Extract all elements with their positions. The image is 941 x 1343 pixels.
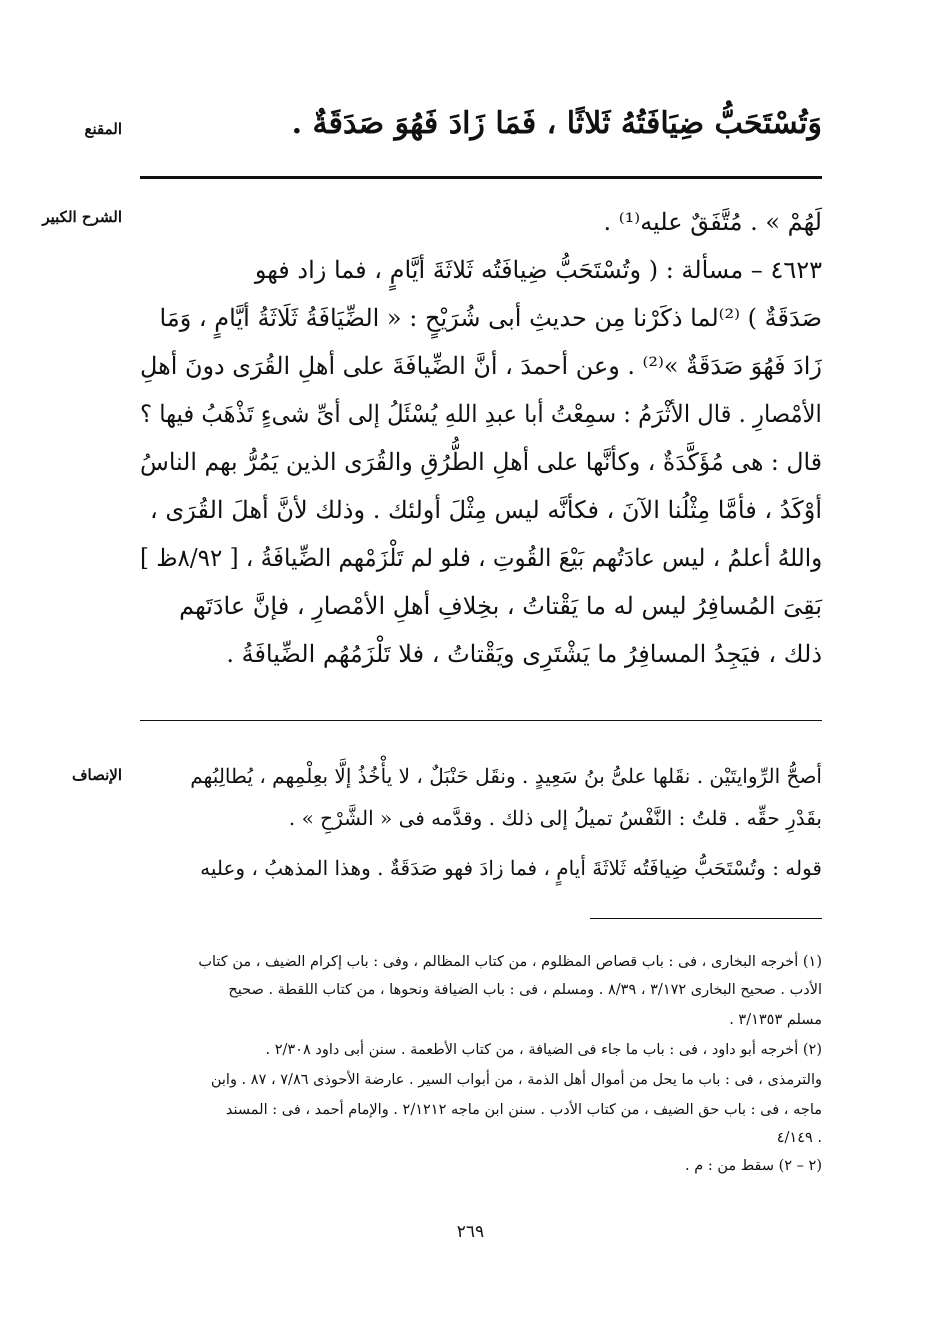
insaf-line: بقَدْرِ حقِّه . قلتُ : النَّفْسُ تميلُ إلى ذلك . وقدَّمه فى « الشَّرْحِ » . [288, 806, 822, 830]
page-number: ٢٦٩ [456, 1222, 485, 1242]
matn-block [140, 98, 822, 154]
insaf-line: أصحُّ الرِّوايتَيْن . نقَلها علىُّ بنُ سَعِيدٍ . ونقَل حَنْبَلٌ ، لا يأْخُذُ إلَّا بعِلْمِهم ، يُطالِبُهم [190, 764, 822, 788]
sharh-line: زَادَ فَهُوَ صَدَقَةٌ »⁽²⁾ . وعن أحمدَ ، أنَّ الضِّيافَةَ على أهلِ القُرَى دونَ أهلِ [140, 352, 822, 380]
sharh-line: قال : هى مُؤَكَّدَةٌ ، وكأنَّها على أهلِ الطُّرُقِ والقُرَى الذين يَمُرُّ بهم الناسُ [139, 448, 822, 476]
sharh-line: لَهُمْ » . مُتَّفَقٌ عليه⁽¹⁾ . [603, 208, 822, 236]
sharh-line: أوْكَدُ ، فأمَّا مِثْلُنا الآنَ ، فكأنَّه ليس مِثْلَ أولئك . وذلك لأنَّ أهلَ القُرَى ، [150, 496, 822, 524]
insaf-block [140, 756, 822, 906]
matn-rule [140, 176, 822, 179]
footnote-line: الأدب . صحيح البخارى ٣/١٧٢ ، ٨/٣٩ . ومسلم ، فى : باب الضيافة ونحوها ، من كتاب اللقطة . صحيح [228, 982, 822, 998]
sharh-line: ٤٦٢٣ – مسألة : ( وتُسْتَحَبُّ ضِيافَتُه ثَلاثَةَ أيَّامٍ ، فما زاد فهو [254, 256, 822, 284]
sharh-line: واللهُ أعلمُ ، ليس عادَتُهم بَيْعَ القُوتِ ، فلو لم تَلْزَمْهم الضِّيافَةُ ، [ ٨/٩٢ظ ] [139, 544, 823, 572]
label-muqni: المقنع [84, 120, 122, 138]
matn-line: وَتُسْتَحَبُّ ضِيَافَتُهُ ثَلاثًا ، فَمَا زَادَ فَهُوَ صَدَقَةٌ . [291, 106, 822, 141]
sharh-line: صَدَقَةٌ ) ⁽²⁾لما ذكَرْنا مِن حديثِ أبى شُرَيْحٍ : « الضِّيَافَةُ ثَلَاثَةُ أيَّامٍ ، وَمَا [159, 304, 822, 332]
label-insaf: الإنصاف [71, 766, 122, 784]
sharh-line: الأمْصارِ . قال الأثْرَمُ : سمِعْتُ أبا عبدِ اللهِ يُسْئَلُ إلى أىِّ شىءٍ تَذْهَبُ فيها ؟ [140, 400, 822, 428]
footnote-line: ٤/١٤٩ . [776, 1130, 822, 1146]
insaf-line: قوله : وتُسْتَحَبُّ ضِيافَتُه ثَلاثَةَ أيامٍ ، فما زادَ فهو صَدَقَةٌ . وهذا المذهبُ ، وعليه [200, 856, 822, 880]
sharh-line: بَقِىَ المُسافِرُ ليس له ما يَقْتاتُ ، بخِلافِ أهلِ الأمْصارِ ، فإنَّ عادَتَهم [179, 592, 822, 620]
sharh-block [140, 198, 822, 708]
footnote-line: (٢ – ٢) سقط من : م . [685, 1158, 822, 1174]
footnote-line: مسلم ٣/١٣٥٣ . [729, 1012, 822, 1028]
footnote-line: ماجه ، فى : باب حق الضيف ، من كتاب الأدب . سنن ابن ماجه ٢/١٢١٢ . والإمام أحمد ، فى : المسند [225, 1102, 822, 1118]
sharh-rule [140, 720, 822, 721]
sharh-line: ذلك ، فيَجِدُ المسافِرُ ما يَشْتَرِى ويَقْتاتُ ، فلا تَلْزَمُهُم الضِّيافَةُ . [226, 640, 822, 668]
footnote-line: (٢) أخرجه أبو داود ، فى : باب ما جاء فى الضيافة ، من كتاب الأطعمة . سنن أبى داود ٢/٣٠٨ . [265, 1042, 822, 1058]
footnote-line: والترمذى ، فى : باب ما يحل من أموال أهل الذمة ، من أبواب السير . عارضة الأحوذى ٧/٨٦ ، ٨٧ . وابن [210, 1072, 822, 1088]
footnotes-block [140, 950, 822, 1200]
label-sharh-kabir: الشرح الكبير [42, 208, 122, 226]
footnote-line: (١) أخرجه البخارى ، فى : باب قصاص المظلوم ، من كتاب المظالم ، وفى : باب إكرام الضيف ، من كتاب [198, 954, 822, 970]
footnote-rule [590, 918, 822, 919]
